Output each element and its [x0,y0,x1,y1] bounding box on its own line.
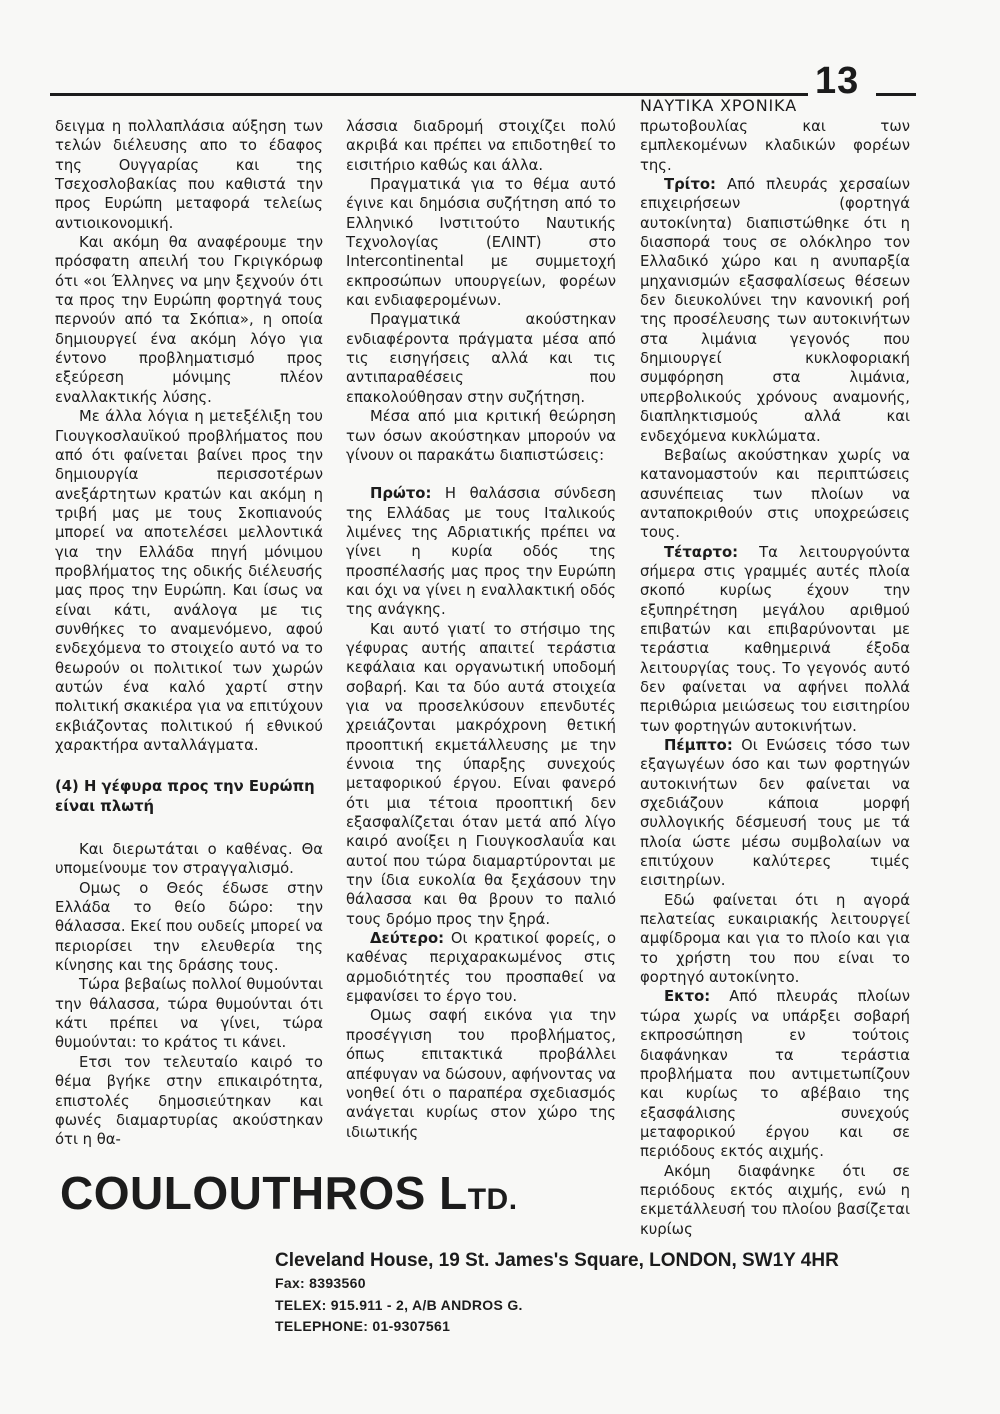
paragraph [640,736,910,891]
paragraph: Πραγματικά για το θέμα αυτό έγινε και δημόσια συζήτηση από το Ελληνικό Ινστιτούτο Ναυτικής Τεχνολογίας (ΕΛΙΝΤ) στο Intercontinental με συμμετοχή εκπροσώπων υπουργείων, φορέων και ενδιαφερομένων. [346,176,616,310]
page-number: 13 [815,60,860,102]
paragraph [346,929,616,1006]
point-text: Οι Ενώσεις τόσο των εξαγωγέων όσο και των φορτηγών αυτοκινήτων δεν φαίνεται να σχεδιάζουν κάποια μορφή συλλογικής δέσμευσή τους με τά πλοία ώστε μέσω συμβολαίων να επιτύχουν καλύτερες τιμές εισιτηρίων. [640,737,910,890]
point-label: Εκτο: [664,988,711,1006]
article-column-1 [55,117,323,1157]
point-text: Τα λειτουργούντα σήμερα στις γραμμές αυτές πλοία σκοπό κυρίως έχουν την εξυπηρέτηση μεγάλου αριθμού επιβατών και επιβαρύνονται με τεράστια καθημερινά έξοδα λειτουργίας τους. Το γεγονός αυτό δεν φαίνεται να αφήνει πολλά περιθώρια μειώσεως του εισιτηρίου των φορτηγών αυτοκινήτων. [640,543,910,735]
paragraph: δειγμα η πολλαπλάσια αύξηση των τελών διέλευσης απο το έδαφος της Ουγγαρίας και της Τσεχοσλοβακίας που καθιστά την προς Ευρώπη μεταφορά τελείως αντιοικονομική. [55,118,323,232]
advertiser-telephone: TELEPHONE: 01-9307561 [275,1318,451,1334]
paragraph: Μέσα από μια κριτική θεώρηση των όσων ακούστηκαν μπορούν να γίνουν οι παρακάτω διαπιστώσεις: [346,408,616,464]
advertiser-address: Cleveland House, 19 St. James's Square, LONDON, SW1Y 4HR [275,1250,839,1271]
paragraph [346,484,616,619]
paragraph: Ομως ο Θεός έδωσε στην Ελλάδα το θείο δώρο: την θάλασσα. Εκεί που ουδείς μπορεί να περιορίσει την ελευθερία της κίνησης και της δράσης τους. [55,879,323,975]
paragraph: Εδώ φαίνεται ότι η αγορά πελατείας ευκαιριακής λειτουργεί αμφίδρομα και για το πλοίο και για το χρήστη του που είναι το φορτηγό αυτοκίνητο. [640,891,910,987]
paragraph: Τώρα βεβαίως πολλοί θυμούνται την θάλασσα, τώρα θυμούνται ότι κάτι πρέπει να γίνει, τώρα θυμούνται: το κράτος τι κάνει. [55,976,323,1052]
paragraph: Βεβαίως ακούστηκαν χωρίς να κατανομαστούν και περιπτώσεις ασυνέπειας των πλοίων να ανταποκριθούν στις υποχρεώσεις τους. [640,446,910,542]
section-heading: (4) Η γέφυρα προς την Ευρώπη είναι πλωτή [55,778,315,815]
advertiser-name [60,1167,518,1219]
magazine-name: ΝΑΥΤΙΚΑ ΧΡΟΝΙΚΑ [640,96,798,115]
paragraph: Ακόμη διαφάνηκε ότι σε περιόδους εκτός αιχμής, ενώ η εκμετάλλευσή του πλοίου βασίζεται κυρίως [640,1162,910,1238]
paragraph: Και διερωτάται ο καθένας. Θα υπομείνουμε τον στραγγαλισμό. [55,841,323,878]
point-label: Πρώτο: [370,485,432,503]
article-column-2 [346,117,616,1157]
advertiser-fax: Fax: 8393560 [275,1275,366,1291]
advertiser-telex: TELEX: 915.911 - 2, A/B ANDROS G. [275,1297,523,1313]
point-text: Από πλευράς πλοίων τώρα χωρίς να υπάρξει σοβαρή εκπροσώπηση εν τούτοις διαφάνηκαν τα τεράστια προβλήματα που αντιμετωπίζουν και κυρίως το αβέβαιο της εξασφάλισης συνεχούς μεταφορικού έργου και σε περιόδους εκτός αιχμής. [640,988,910,1161]
advertiser-name-suffix: TD. [467,1183,518,1216]
paragraph: πρωτοβουλίας και των εμπλεκομένων κλαδικών φορέων της. [640,118,910,174]
article-column-3 [640,117,910,1238]
paragraph: λάσσια διαδρομή στοιχίζει πολύ ακριβά και πρέπει να επιδοτηθεί το εισιτήριο καθώς και άλλα. [346,118,616,174]
paragraph [640,543,910,736]
advertiser-name-main: COULOUTHROS L [60,1167,468,1219]
paragraph: Ομως σαφή εικόνα για την προσέγγιση του προβλήματος, όπως επιτακτικά προβάλλει απέφυγαν να δώσουν, αφήνοντας να νοηθεί ότι ο παραπέρα σχεδιασμός ανάγεται κυρίως στον χώρο της ιδιωτικής [346,1007,616,1141]
paragraph [640,987,910,1161]
paragraph: Πραγματικά ακούστηκαν ενδιαφέροντα πράγματα μέσα από τις εισηγήσεις αλλά και τις αντιπαραθέσεις που επακολούθησαν στην συζήτηση. [346,311,616,406]
paragraph [640,175,910,446]
point-label: Δεύτερο: [370,930,445,948]
paragraph: Και αυτό γιατί το στήσιμο της γέφυρας αυτής απαιτεί τεράστια κεφάλαια και οργανωτική υποδομή σοβαρή. Και τα δύο αυτά στοιχεία για να προσελκύσουν επενδυτές χρειάζονται μακρόχρονη θετική προοπτική εκμετάλλευσης με την έννοια της ύπαρξης συνεχούς μεταφορικού έργου. Είναι φανερό ότι μια τέτοια προοπτική δεν εξασφαλίζεται όταν μετά από λίγο καιρό ανοίξει η Γιουγκοσλαυΐα και αυτοί που τώρα διαμαρτύρονται με την ίδια ευκολία θα ξεχάσουν την θάλασσα και θα βρουν το παλιό τους δρόμο προς την ξηρά. [346,620,616,928]
point-text: Οι κρατικοί φορείς, ο καθένας περιχαρακωμένος στις αρμοδιότητές του προσπαθεί να εμφανίσει το έργο του. [346,930,616,1006]
point-label: Τρίτο: [664,176,716,194]
paragraph: Με άλλα λόγια η μετεξέλιξη του Γιουγκοσλαυϊκού προβλήματος που από ότι φαίνεται βαίνει προς την δημιουργία περισσοτέρων ανεξάρτητων κρατών και ακόμη η τριβή μας με τους Σκοπιανούς μπορεί να αποτελέσει μελλοντικά για την Ελλάδα πηγή μόνιμου προβλήματος της οδικής διέλευσής μας προς την Ευρώπη. Και ίσως να είναι κάτι, ανάλογα με τις συνθήκες το αναμενόμενο, αφού ενδεχόμενα το στοιχείο αυτό να το θεωρούν οι πολιτικοί των χωρών αυτών ένα καλό χαρτί στην πολιτική σκακιέρα για να επιτύχουν εκβιάζοντας πολιτικού ή εθνικού χαρακτήρα ανταλλάγματα. [55,408,323,754]
masthead-rule-right [876,93,916,96]
point-label: Πέμπτο: [664,737,733,754]
paragraph: Και ακόμη θα αναφέρουμε την πρόσφατη απειλή του Γκριγκόρωφ ότι «οι Έλληνες να μην ξεχνούν ότι τα προς την Ευρώπη φορτηγά τους περνούν από τα Σκόπια», η οποία δημιουργεί ένα ακόμη λόγο για έντονο προβληματισμό προς εξεύρεση μόνιμης πλέον εναλλακτικής λύσης. [55,234,323,406]
point-text: Από πλευράς χερσαίων επιχειρήσεων (φορτηγά αυτοκίνητα) διαπιστώθηκε ότι η διασπορά τους σε ολόκληρο τον Ελλαδικό χώρο και η ανυπαρξία μηχανισμών εξασφαλίσεως θέσεων δεν διευκολύνει την κανονική ροή της προσέλευσης των αυτοκινήτων στα λιμάνια γεγονός που δημιουργεί κυκλοφοριακή συμφόρηση στα λιμάνια, υπερβολικούς χρόνους αναμονής, διαπληκτισμούς αλλά και ενδεχόμενα κυκλώματα. [640,176,910,445]
point-label: Τέταρτο: [664,543,739,561]
point-text: Η θαλάσσια σύνδεση της Ελλάδας με τους Ιταλικούς λιμένες της Αδριατικής πρέπει να γίνει η κυρία οδός της προσπέλασής μας προς την Ευρώπη και όχι να γίνει η εναλλακτική οδός της ανάγκης. [346,485,616,619]
paragraph: Ετσι τον τελευταίο καιρό το θέμα βγήκε στην επικαιρότητα, επιστολές δημοσιεύτηκαν και φωνές διαμαρτυρίας ακούστηκαν ότι η θα- [55,1053,323,1149]
